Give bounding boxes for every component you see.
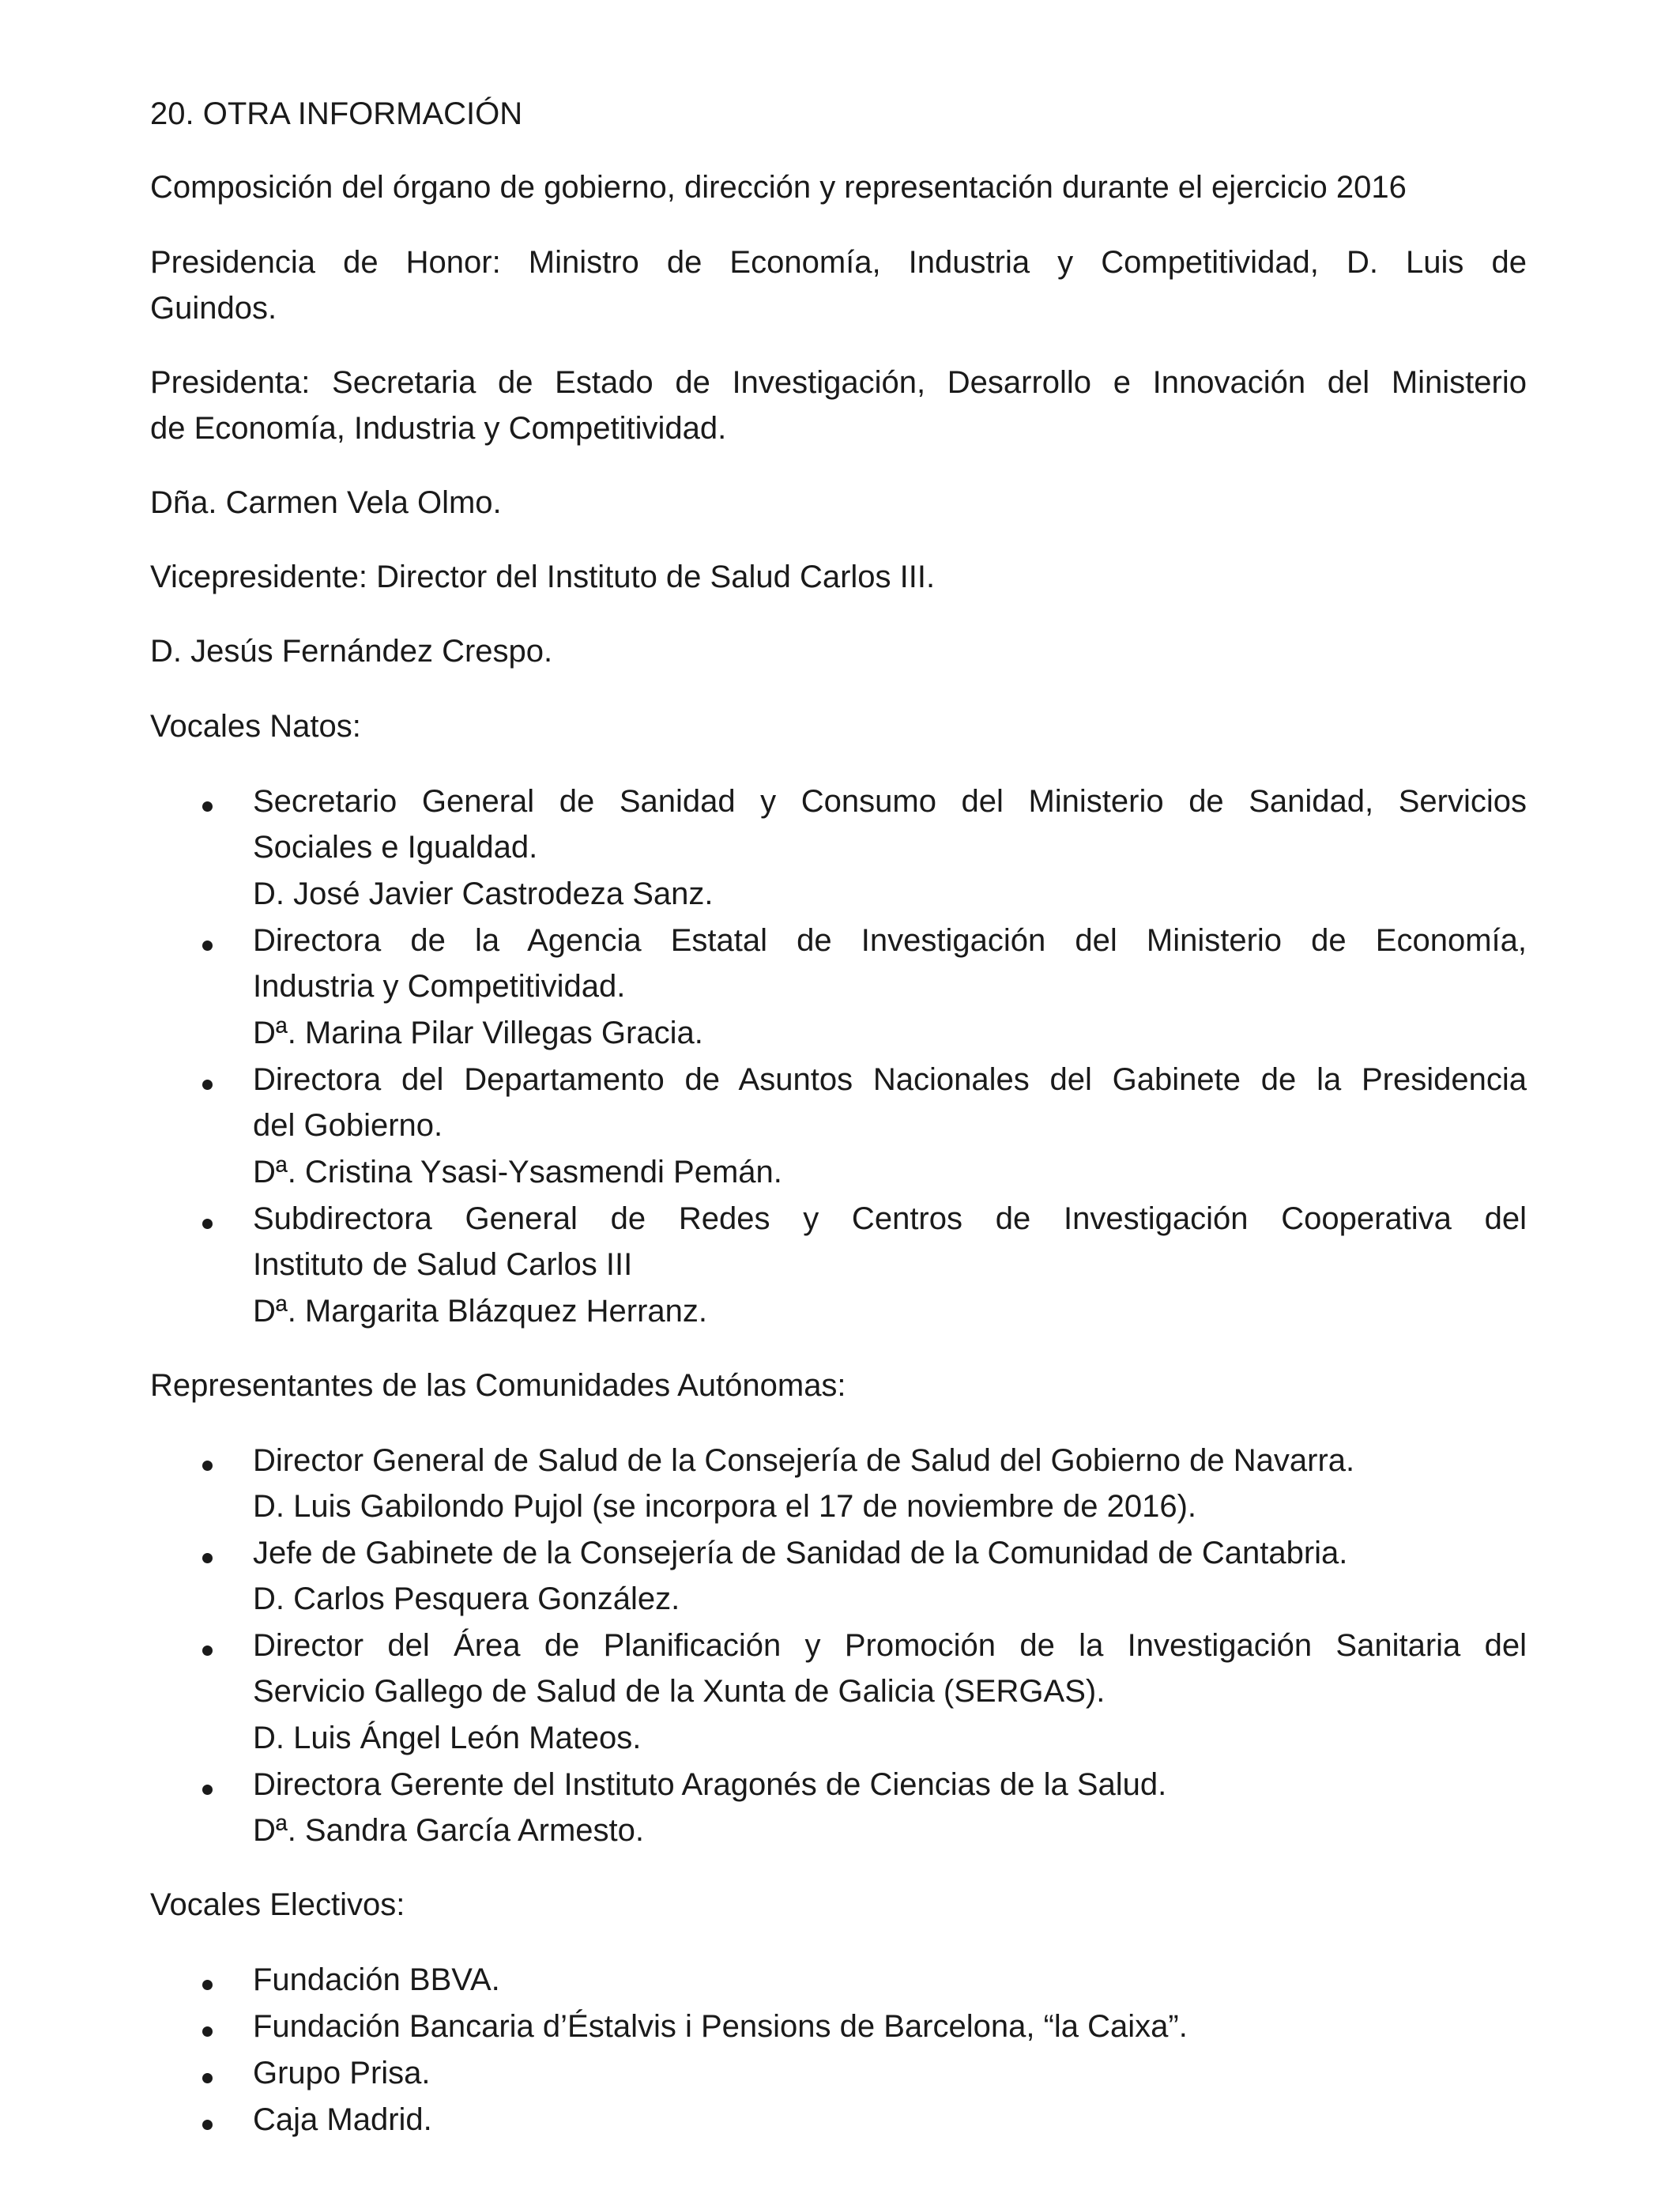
list-item-name: Dª. Margarita Blázquez Herranz. [253, 1294, 708, 1329]
list-item-text: Jefe de Gabinete de la Consejería de Sanidad de la Comunidad de Cantabria. [253, 1536, 1348, 1570]
list-item-text: Directora del Departamento de Asuntos Nacionales del Gabinete de la Presidencia [253, 1062, 1527, 1097]
list-item-text: Servicio Gallego de Salud de la Xunta de Galicia (SERGAS). [253, 1674, 1106, 1709]
bullet-icon [202, 1785, 213, 1795]
bullet-icon [202, 941, 213, 951]
bullet-icon [202, 1461, 213, 1471]
list-item-text: Directora Gerente del Instituto Aragonés de Ciencias de la Salud. [253, 1767, 1167, 1802]
list-item-text: del Gobierno. [253, 1108, 443, 1143]
list-item-name: D. Carlos Pesquera González. [253, 1581, 680, 1616]
vicepresidente-role: Vicepresidente: Director del Instituto de Salud Carlos III. [150, 560, 936, 594]
ccaa-title: Representantes de las Comunidades Autónomas: [150, 1368, 846, 1403]
presidenta-line-2: de Economía, Industria y Competitividad. [150, 411, 727, 446]
list-item-text: Director General de Salud de la Consejería de Salud del Gobierno de Navarra. [253, 1443, 1355, 1478]
list-item-text: Secretario General de Sanidad y Consumo del Ministerio de Sanidad, Servicios [253, 784, 1527, 819]
bullet-icon [202, 2073, 213, 2083]
list-item-name: D. José Javier Castrodeza Sanz. [253, 876, 714, 911]
honor-line-2: Guindos. [150, 291, 277, 326]
list-item-text: Subdirectora General de Redes y Centros de Investigación Cooperativa del [253, 1201, 1527, 1236]
bullet-icon [202, 801, 213, 812]
list-item-text: Caja Madrid. [253, 2102, 432, 2137]
bullet-icon [202, 1980, 213, 1990]
vocales-natos-title: Vocales Natos: [150, 709, 361, 744]
honor-line-1: Presidencia de Honor: Ministro de Economía, Industria y Competitividad, D. Luis de [150, 245, 1527, 280]
vicepresidente-name: D. Jesús Fernández Crespo. [150, 634, 553, 669]
list-item-text: Industria y Competitividad. [253, 969, 626, 1004]
list-item-name: D. Luis Ángel León Mateos. [253, 1721, 642, 1755]
list-item-text: Director del Área de Planificación y Promoción de la Investigación Sanitaria del [253, 1628, 1527, 1663]
list-item-name: D. Luis Gabilondo Pujol (se incorpora el 17 de noviembre de 2016). [253, 1489, 1197, 1524]
list-item-name: Dª. Cristina Ysasi-Ysasmendi Pemán. [253, 1155, 782, 1189]
presidenta-line-1: Presidenta: Secretaria de Estado de Investigación, Desarrollo e Innovación del Ministerio [150, 365, 1527, 400]
vocales-electivos-title: Vocales Electivos: [150, 1887, 405, 1922]
list-item-text: Grupo Prisa. [253, 2056, 431, 2090]
bullet-icon [202, 1080, 213, 1090]
list-item-name: Dª. Sandra García Armesto. [253, 1813, 644, 1848]
bullet-icon [202, 2026, 213, 2037]
bullet-icon [202, 1219, 213, 1229]
bullet-icon [202, 2120, 213, 2130]
list-item-text: Instituto de Salud Carlos III [253, 1247, 633, 1282]
presidenta-name: Dña. Carmen Vela Olmo. [150, 485, 502, 520]
list-item-text: Fundación Bancaria d’Éstalvis i Pensions de Barcelona, “la Caixa”. [253, 2009, 1188, 2044]
list-item-text: Directora de la Agencia Estatal de Investigación del Ministerio de Economía, [253, 923, 1527, 958]
list-item-name: Dª. Marina Pilar Villegas Gracia. [253, 1016, 703, 1050]
intro-paragraph: Composición del órgano de gobierno, dirección y representación durante el ejercicio 2016 [150, 170, 1407, 205]
list-item-text: Fundación BBVA. [253, 1962, 500, 1997]
bullet-icon [202, 1646, 213, 1656]
section-heading: 20. OTRA INFORMACIÓN [150, 96, 523, 131]
bullet-icon [202, 1553, 213, 1563]
list-item-text: Sociales e Igualdad. [253, 830, 538, 865]
